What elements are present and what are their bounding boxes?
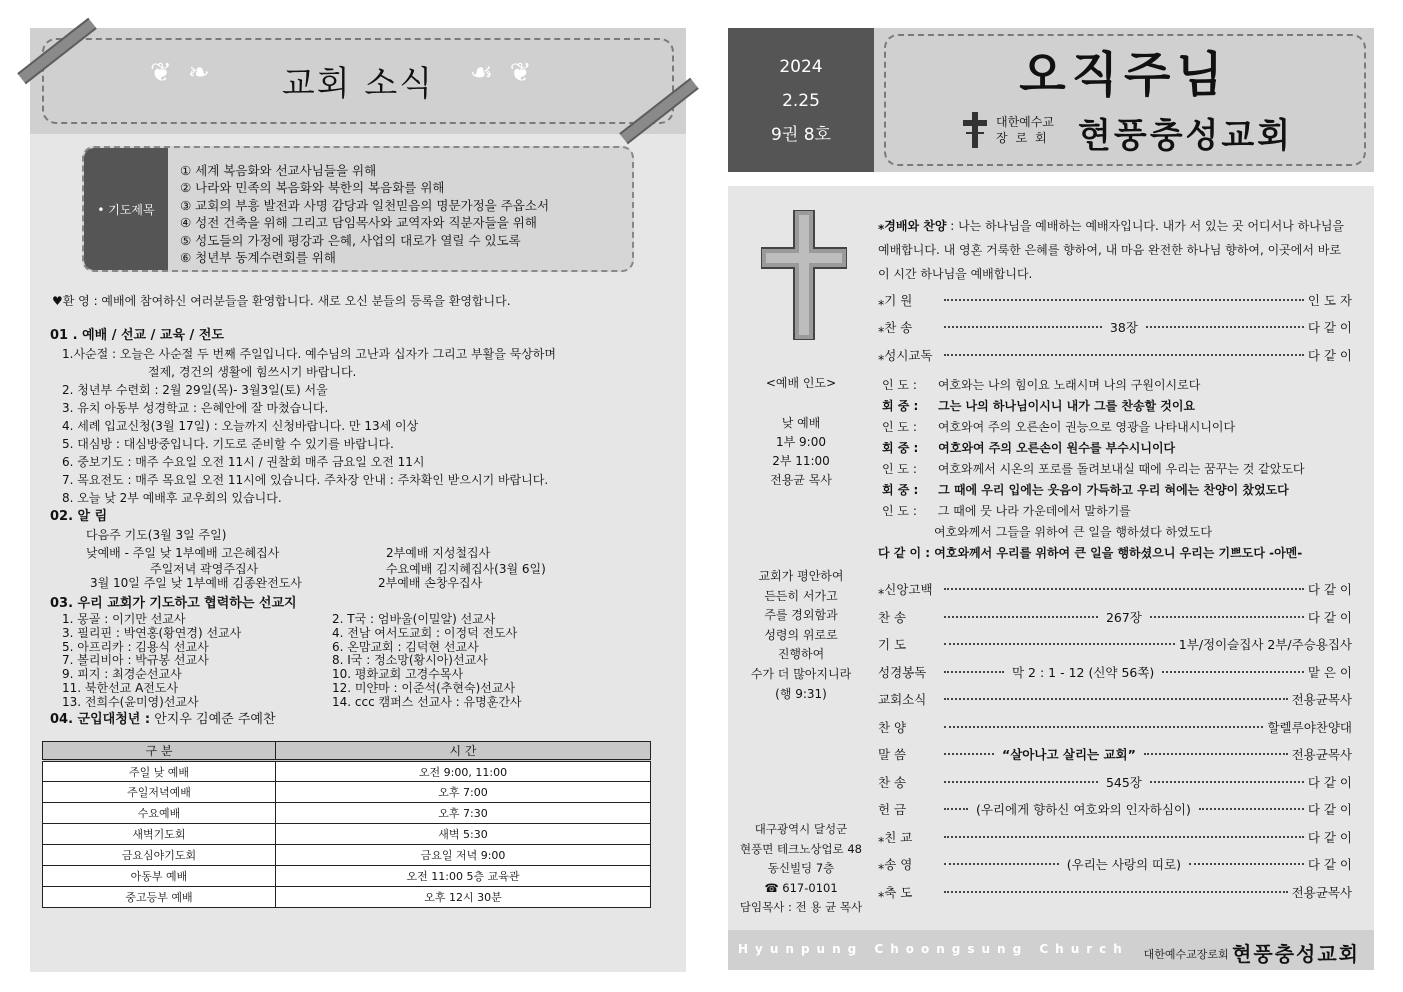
notice-line: 3. 유치 아동부 성경학교 : 은혜안에 잘 마쳤습니다. [62,401,329,415]
military-enlistees [50,710,670,730]
order-row [878,823,1352,851]
mission-item: 2. T국 : 엄바울(이밀알) 선교사 [332,612,496,626]
dotted-leader [944,616,1098,618]
prayer-list [180,162,630,266]
order-value: 다 같 이 [1307,802,1352,818]
responsive-speaker: 회 중 : [882,482,919,497]
order-value: 전용균목사 [1291,747,1352,763]
prayer-item: ⑥ 청년부 동계수련회를 위해 [180,250,336,266]
section-title-worship: 01 . 예배 / 선교 / 교육 / 전도 [50,328,224,343]
issue-date: 2.25 [782,91,820,111]
order-label: ⁎성시교독 [878,347,933,363]
denomination-line: 장로회 [996,131,1055,145]
order-label: ⁎축 도 [878,884,913,900]
news-title: 교회 소식 [281,64,435,104]
dotted-leader [1199,808,1304,810]
order-row [878,878,1352,906]
responsive-text: 그는 나의 하나님이시니 내가 그를 찬송할 것이요 [934,398,1196,413]
dotted-leader [944,891,1288,893]
cross-icon [761,210,847,340]
order-row [878,686,1352,714]
mission-item: 9. 피지 : 최경순선교사 [62,667,182,682]
notices [50,326,670,730]
order-value: 다 같 이 [1307,857,1352,873]
mission-item: 1. 몽골 : 이기만 선교사 [62,612,186,626]
order-value: 전용균목사 [1291,692,1352,708]
announcement-cell: 수요예배 김지혜집사(3월 6일) [386,562,546,576]
responsive-line [878,501,1352,522]
mission-item: 11. 북한선교 A전도사 [62,680,179,695]
right-sidebar [728,186,874,930]
right-body [728,186,1374,930]
order-label: 찬 송 [878,774,907,790]
responsive-speaker: 인 도 : [882,377,917,392]
order-label: 찬 송 [878,609,907,625]
issue-volume: 9권 8호 [771,125,831,145]
notice-line: 7. 목요전도 : 매주 목요일 오전 11시에 있습니다. 주차장 안내 : 주차확인 받으시기 바랍니다. [62,473,549,487]
dotted-leader [944,753,994,755]
mission-item: 8. I국 : 정소망(황시아)선교사 [332,653,488,668]
worship-guide-title: <예배 인도> [765,376,837,390]
order-detail: (우리는 사랑의 띠로) [1066,857,1182,873]
announcement-cell: 낮예배 - 주일 낮 1부예배 고은혜집사 [86,546,280,560]
service-leader: 전용균 목사 [770,473,832,487]
praise-intro [878,214,1352,286]
responsive-speaker: 회 중 : [882,440,919,455]
sermon-title: “살아나고 살리는 교회” [1002,747,1136,763]
verse-line: 든든히 서가고 [764,588,838,603]
announcement-row [50,576,670,590]
order-value: 다 같 이 [1307,774,1352,790]
table-header-row [43,742,651,761]
table-header-time: 시 간 [276,742,651,761]
order-value: 다 같 이 [1307,829,1352,845]
table-cell: 중고등부 예배 [43,887,276,908]
prayer-item: ④ 성전 건축을 위해 그리고 담임목사와 교역자와 직분자들을 위해 [180,215,537,231]
table-row [43,761,651,782]
order-label: 기 도 [878,637,907,653]
responsive-line: 여호와께서 그들을 위하여 큰 일을 행하셨다 하였도다 [934,524,1212,539]
order-row [878,286,1352,314]
pastor-name: 담임목사 : 전 용 균 목사 [739,900,863,915]
order-value: 맡 은 이 [1307,664,1352,680]
order-label: ⁎찬 송 [878,320,913,336]
left-page [30,28,686,972]
dotted-leader [944,671,1004,673]
worship-order [878,214,1352,906]
order-row [878,631,1352,659]
mission-item: 12. 미얀마 : 이준석(추현숙)선교사 [332,680,516,695]
news-header [30,28,686,134]
order-value: 전용균목사 [1291,884,1352,900]
dotted-leader [1150,616,1304,618]
welcome-text: ♥환 영 : 예배에 참여하신 여러분들을 환영합니다. 새로 오신 분들의 등록을 환영합니다. [52,294,511,308]
dotted-leader [944,781,1098,783]
mission-item: 7. 볼리비아 : 박규봉 선교사 [62,653,209,668]
notice-line: 6. 중보기도 : 매주 수요일 오전 11시 / 권찰회 매주 금요일 오전 11시 [62,455,425,469]
date-block [728,28,874,172]
order-row [878,576,1352,604]
notice-line: 8. 오늘 낮 2부 예배후 교우회의 있습니다. [62,491,282,505]
mission-item: 4. 전남 여서도교회 : 이정덕 전도사 [332,625,518,640]
table-row [43,866,651,887]
dotted-leader [944,588,1304,590]
order-row [878,658,1352,686]
dotted-leader [944,698,1288,700]
responsive-text: 그 때에 우리 입에는 웃음이 가득하고 우리 혀에는 찬양이 찼었도다 [934,482,1289,497]
order-label: ⁎기 원 [878,292,913,308]
dotted-leader [1189,863,1304,865]
mission-item: 14. ccc 캠퍼스 선교사 : 유명훈간사 [332,694,522,709]
responsive-line [878,438,1352,459]
dotted-leader [944,836,1304,838]
table-cell: 주일 낮 예배 [43,761,276,782]
responsive-text: 여호와는 나의 힘이요 노래시며 나의 구원이시로다 [934,377,1201,392]
mission-item: 10. 평화교회 고경수목사 [332,667,464,682]
responsive-text: 여호와께서 시온의 포로를 돌려보내실 때에 우리는 꿈꾸는 것 같았도다 [934,461,1305,476]
table-row [43,824,651,845]
table-row [43,782,651,803]
missions-grid [50,613,670,710]
section-title-announcements: 02. 알 림 [50,509,108,524]
responsive-speaker: 회 중 : [882,398,919,413]
prayer-item: ③ 교회의 부흥 발전과 사명 감당과 일천믿음의 명문가정을 주옵소서 [180,197,550,213]
announcement-cell: 2부예배 손창우집사 [378,576,483,590]
order-row [878,713,1352,741]
dotted-leader [944,354,1304,356]
dotted-leader [1150,781,1304,783]
order-detail: 막 2 : 1 - 12 (신약 56쪽) [1012,664,1155,680]
table-header-category: 구 분 [43,742,276,761]
main-title: 오직주님 [1019,47,1229,103]
mission-item: 6. 온맘교회 : 김덕현 선교사 [332,639,479,654]
address-block [728,820,874,918]
responsive-speaker: 인 도 : [882,419,917,434]
issue-year: 2024 [779,57,823,77]
order-value: 할렐루야찬양대 [1267,719,1352,735]
order-row [878,851,1352,879]
dotted-leader [1146,326,1304,328]
footer-church-name: 현풍충성교회 [1232,942,1360,966]
title-block [874,28,1374,172]
order-value: 다 같 이 [1307,609,1352,625]
dotted-leader [944,726,1263,728]
verse-line: 성령의 위로로 [764,627,838,642]
service-time-2: 2부 11:00 [772,454,830,468]
phone-number: ☎ 617-0101 [764,880,838,895]
order-value: 다 같 이 [1307,347,1352,363]
notice-line: 절제, 경건의 생활에 힘쓰시기 바랍니다. [148,365,357,379]
denomination-line: 대한예수교 [996,115,1054,129]
responsive-speaker: 인 도 : [882,461,917,476]
order-label: 성경봉독 [878,664,927,680]
praise-text: : 나는 하나님을 예배하는 예배자입니다. 내가 서 있는 곳 어디서나 하나님을 예배합니다. 내 영혼 거룩한 은혜를 향하여, 내 마음 완전한 하나님 향하여, 이곳에서 바로 이 시간 하나님을 예배합니다. [878,219,1345,281]
service-time-1: 1부 9:00 [776,435,826,449]
vine-ornament-left-icon: ❦ ❧ [150,58,214,88]
praise-label: ⁎경배와 찬양 [878,219,947,233]
prayer-item: ⑤ 성도들의 가정에 평강과 은혜, 사업의 대로가 열릴 수 있도록 [180,232,521,248]
table-cell: 오전 11:00 5층 교육관 [276,866,651,887]
order-label: 찬 양 [878,719,907,735]
responsive-line [878,459,1352,480]
military-title: 04. 군입대청년 : [50,711,151,727]
responsive-text: 그 때에 뭇 나라 가운데에서 말하기를 [934,503,1131,518]
dotted-leader [944,808,968,810]
order-label: 말 씀 [878,747,907,763]
verse-line: 진행하여 [777,647,825,662]
responsive-text: 여호와여 주의 오른손이 권능으로 영광을 나타내시니이다 [934,419,1236,434]
table-cell: 금요일 저녁 9:00 [276,845,651,866]
order-row [878,796,1352,824]
footer-english-name: Hyunpung Choongsung Church [738,942,1129,956]
church-name: 현풍충성교회 [1078,116,1294,156]
order-value: 인 도 자 [1307,292,1352,308]
vine-ornament-right-icon: ☙ ❦ [470,58,536,88]
church-logo-icon [962,112,988,148]
order-label: ⁎신앙고백 [878,582,933,598]
order-value: 다 같 이 [1307,582,1352,598]
military-names: 안지우 김예준 주예찬 [150,711,276,727]
mission-item: 5. 아프리카 : 김용식 선교사 [62,639,209,654]
dotted-leader [944,863,1059,865]
service-name: 낮 예배 [781,416,821,430]
prayer-item: ② 나라와 민족의 복음화와 북한의 복음화를 위해 [180,180,445,196]
section-title-missions: 03. 우리 교회가 기도하고 협력하는 선교지 [50,596,297,611]
notice-line: 1.사순절 : 오늘은 사순절 두 번째 주일입니다. 예수님의 고난과 십자가 그리고 부활을 묵상하며 [62,347,556,361]
footer-bar [728,930,1374,970]
mission-item: 13. 전희수(윤미영)선교사 [62,694,199,709]
dotted-leader [944,299,1304,301]
verse-line: 교회가 평안하여 [758,569,844,583]
announcement-row [50,562,670,576]
address-line: 동신빌딩 7층 [767,861,835,876]
prayer-item: ① 세계 복음화와 선교사님들을 위해 [180,163,377,178]
order-row [878,341,1352,369]
order-label: ⁎친 교 [878,829,913,845]
schedule-table [42,741,651,908]
table-cell: 오후 7:30 [276,803,651,824]
dotted-leader [1162,671,1304,673]
responsive-line [878,417,1352,438]
order-label: ⁎송 영 [878,857,913,873]
notice-line: 4. 세례 입교신청(3월 17일) : 오늘까지 신청바랍니다. 만 13세 이상 [62,419,419,433]
responsive-all-line: 다 같 이 : 여호와께서 우리를 위하여 큰 일을 행하셨으니 우리는 기쁘도다 -아멘- [878,545,1303,560]
responsive-line [878,396,1352,417]
footer-korean-name [1144,938,1360,967]
notice-line: 2. 청년부 수련회 : 2월 29일(목)- 3월3일(토) 서울 [62,383,328,397]
announcement-cell: 3월 10일 주일 낮 1부예배 김종완전도사 [90,576,302,590]
prayer-label: • 기도제목 [84,148,168,270]
dotted-leader [944,643,1175,645]
responsive-text: 여호와여 주의 오른손이 원수를 부수시니이다 [934,440,1176,455]
table-row [43,845,651,866]
prayer-box [82,146,634,272]
verse-reference: (행 9:31) [775,686,827,701]
announcement-cell: 주일저녁 곽영주집사 [150,562,259,576]
order-detail: 545장 [1105,774,1142,790]
order-row [878,741,1352,769]
order-row [878,603,1352,631]
address-line: 대구광역시 달성군 [754,822,848,836]
table-cell: 금요심야기도회 [43,845,276,866]
table-cell: 주일저녁예배 [43,782,276,803]
order-detail: 38장 [1109,320,1138,336]
verse-block [728,567,874,704]
table-cell: 아동부 예배 [43,866,276,887]
responsive-line [878,480,1352,501]
announcement-row [50,544,670,562]
order-value: 다 같 이 [1307,320,1353,336]
table-cell: 새벽기도회 [43,824,276,845]
order-detail: 267장 [1105,609,1142,625]
address-line: 현풍면 테크노상업로 48 [740,841,862,856]
order-row [878,314,1352,342]
order-row [878,768,1352,796]
notice-line: 5. 대심방 : 대심방중입니다. 기도로 준비할 수 있기를 바랍니다. [62,437,394,451]
denomination [996,114,1055,146]
order-label: 교회소식 [878,692,927,708]
table-cell: 수요예배 [43,803,276,824]
announcement-sub: 다음주 기도(3월 3일 주일) [86,528,227,542]
responsive-speaker: 인 도 : [882,503,917,518]
order-label: 헌 금 [878,802,907,818]
table-cell: 오후 7:00 [276,782,651,803]
footer-denomination: 대한예수교장로회 [1143,948,1229,961]
responsive-line [878,375,1352,396]
verse-line: 수가 더 많아지니라 [750,666,852,681]
mission-item: 3. 필리핀 : 박연홍(황연경) 선교사 [62,625,242,640]
order-value: 1부/정이슬집사 2부/주승용집사 [1178,637,1352,653]
verse-line: 주를 경외함과 [764,608,838,623]
table-cell: 오후 12시 30분 [276,887,651,908]
announcement-cell: 2부예배 지성철집사 [386,546,491,560]
table-cell: 오전 9:00, 11:00 [276,761,651,782]
dotted-leader [1144,753,1288,755]
table-row [43,803,651,824]
table-row [43,887,651,908]
dotted-leader [944,326,1102,328]
table-cell: 새벽 5:30 [276,824,651,845]
order-detail: (우리에게 향하신 여호와의 인자하심이) [976,802,1191,818]
